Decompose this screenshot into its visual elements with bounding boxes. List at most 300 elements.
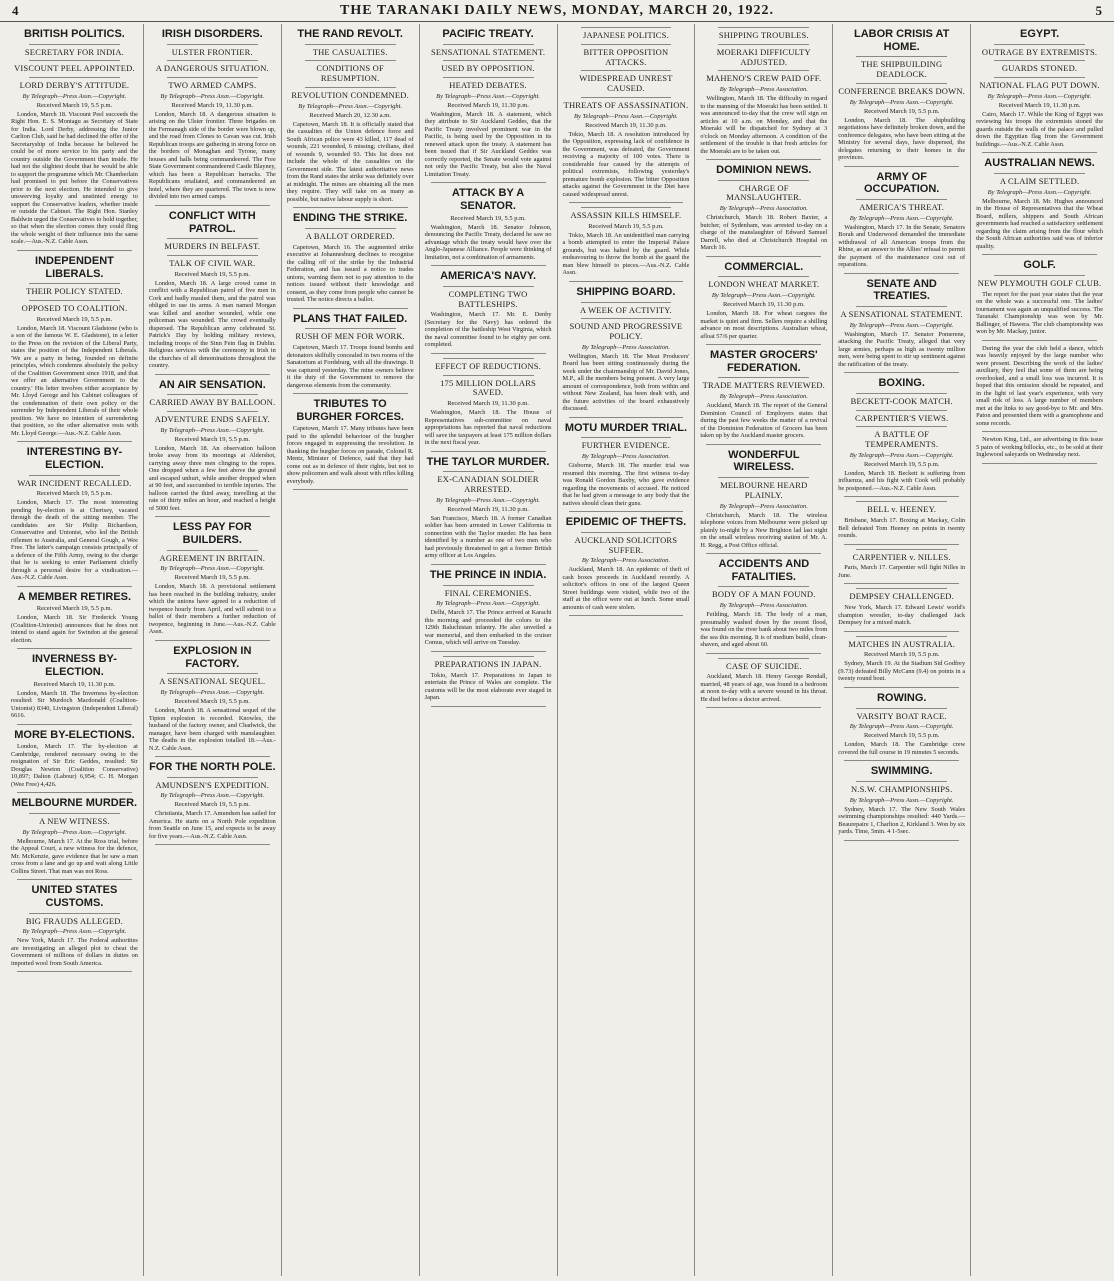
article-subhead: SHIPPING TROUBLES. <box>718 30 809 40</box>
wire-byline: By Telegraph—Press Assn.—Copyright. <box>849 321 954 329</box>
article-body: Paris, March 17. Carpentier will fight Nilles in June. <box>838 564 966 579</box>
article-separator <box>844 760 959 761</box>
subhead-divider <box>305 87 396 88</box>
article <box>149 210 276 375</box>
article-separator <box>155 374 270 375</box>
subhead-divider <box>718 180 809 181</box>
article-separator <box>706 256 821 257</box>
article-subhead: AMERICA'S THREAT. <box>859 201 945 212</box>
received-time: Received March 19, 11.30 p.m. <box>171 101 254 109</box>
received-time: Received March 19, 5.5 p.m. <box>863 460 940 468</box>
article <box>700 27 827 160</box>
article <box>838 278 965 374</box>
article-separator <box>706 444 821 445</box>
article-body: Sydney, March 17. The New South Wales swimming championships resulted: 440 Yards.—Beaurepaire 1, Charlton 2, Kirkland 3. Won by six yards. Time, 5min. 4 1-5sec. <box>838 805 966 836</box>
subhead-divider <box>856 199 947 200</box>
subhead-divider <box>856 426 947 427</box>
article-subhead: VISCOUNT PEEL APPOINTED. <box>14 63 135 74</box>
article-body: Brisbane, March 17. Boxing at Mackay, Colin Bell defeated Tom Heeney on points in twenty rounds. <box>838 517 966 540</box>
received-time: Received March 19, 5.5 p.m. <box>174 574 251 582</box>
article-separator <box>844 496 959 497</box>
wire-byline: By Telegraph—Press Assn.—Copyright. <box>987 188 1092 196</box>
article-subhead: SENSATIONAL STATEMENT. <box>430 46 546 57</box>
article <box>287 313 414 394</box>
article <box>149 645 276 757</box>
article-separator <box>17 879 132 880</box>
article-headline: BOXING. <box>878 377 925 390</box>
article-subhead: ASSASSIN KILLS HIMSELF. <box>570 210 682 221</box>
article <box>700 164 827 257</box>
article-subhead: AGREEMENT IN BRITAIN. <box>159 552 266 563</box>
article <box>563 516 690 616</box>
article-headline: THE RAND REVOLT. <box>297 28 403 40</box>
column-2 <box>144 24 282 1276</box>
article-body: Tokio, March 18. An unidentified man carrying a bomb attempted to enter the Imperial Palace grounds, but was halted by the guard. While endeavouring to throw the bomb at the guard the man blew himself to pieces.—Aus.-N.Z. Cable Assn. <box>562 231 690 277</box>
article-body: London, March 18. A dangerous situation is arising on the Ulster frontier. Three brigades on the Fermanagh side of the border were blown up, and the road from Clones to Cavan was cut. Irish Republican troops are gathering in strong force on the borders of Monaghan and Tyrone, many houses and halls being commandeered. The Free State Government commandeered Castle Blayney, which has been a Republican barracks. The Republicans retaliated, and commandeered an hotel, where they are quartered. The town is now divided into two armed camps. <box>148 110 276 201</box>
article-headline: ENDING THE STRIKE. <box>293 212 408 225</box>
subhead-divider <box>994 173 1085 174</box>
subhead-divider <box>718 44 809 45</box>
received-time: Received March 19, 11.30 p.m. <box>447 400 529 408</box>
article <box>11 797 138 880</box>
subhead-divider <box>29 300 120 301</box>
article <box>149 521 276 641</box>
subhead-divider <box>305 44 396 45</box>
article-subhead: COMPLETING TWO BATTLESHIPS. <box>448 288 528 309</box>
article-body: New York, March 17. The Federal authorities are investigating an alleged plot to cheat the Government of millions of dollars in duties on imported wool from South America. <box>11 937 138 967</box>
subhead-divider <box>305 328 396 329</box>
subhead-divider <box>994 60 1085 61</box>
article-separator <box>844 631 959 632</box>
article-subhead: MURDERS IN BELFAST. <box>164 241 261 252</box>
article <box>11 28 138 251</box>
article-subhead: BODY OF A MAN FOUND. <box>712 589 816 600</box>
wire-byline: By Telegraph—Press Association. <box>719 602 808 610</box>
article-subhead: CHARGE OF MANSLAUGHTER. <box>726 182 802 203</box>
article-subhead: CARPENTIER v. NILLES. <box>852 551 951 562</box>
article-subhead: CONDITIONS OF RESUMPTION. <box>316 63 384 84</box>
article-separator <box>844 273 959 274</box>
subhead-divider <box>29 813 120 814</box>
article <box>11 591 138 650</box>
article-subhead: 175 MILLION DOLLARS SAVED. <box>440 377 536 398</box>
subhead-divider <box>167 411 258 412</box>
subhead-divider <box>718 377 809 378</box>
article-headline: UNITED STATES CUSTOMS. <box>31 884 118 909</box>
article <box>287 398 414 490</box>
article-separator <box>844 840 959 841</box>
article-subhead: THE CASUALTIES. <box>312 46 388 57</box>
article-body: Washington, March 18. The House of Representatives sub-committee on naval appropriations has reported that naval reductions will save the taxpayers at least 175 million dollars in the next fiscal year. <box>424 409 552 447</box>
article <box>700 449 827 554</box>
subhead-divider <box>167 673 258 674</box>
received-time: Received March 19, 5.5 p.m. <box>174 801 251 809</box>
article-headline: LESS PAY FOR BUILDERS. <box>172 521 252 547</box>
article-body: London, March 18. The Cambridge crew covered the full course in 19 minutes 5 seconds. <box>838 741 966 756</box>
article-separator <box>431 265 546 266</box>
article-subhead: A NEW WITNESS. <box>39 816 110 826</box>
wire-byline: By Telegraph—Press Assn.—Copyright. <box>436 600 540 608</box>
article-headline: CONFLICT WITH PATROL. <box>168 209 256 235</box>
article <box>425 656 552 707</box>
article-subhead: N.S.W. CHAMPIONSHIPS. <box>850 783 953 794</box>
subhead-divider <box>856 636 947 637</box>
article-separator <box>844 544 959 545</box>
masthead <box>0 0 1114 22</box>
subhead-divider <box>581 437 672 438</box>
article-subhead: CASE OF SUICIDE. <box>725 660 802 671</box>
wire-byline: By Telegraph—Press Assn.—Copyright. <box>849 451 954 459</box>
article-body: Capetown, March 18. It is officially stated that the casualties of the Union defence force and South African police were 43 killed, 117 dead of wounds, 221 wounded, 6 missing; civilians, died of wounds 9, wounded 93. This list does not include the whole of the casualties on the Government side. The latest authoritative news from the Rand states the strike was definitely over at midnight. The mines are obtaining all the men they require. They will take on as many as possible, but native labour supply is short. <box>286 120 414 203</box>
article-separator <box>17 971 132 972</box>
subhead-divider <box>443 585 534 586</box>
article-subhead: WIDESPREAD UNREST CAUSED. <box>579 73 673 94</box>
wire-byline: By Telegraph—Press Assn.—Copyright. <box>849 214 954 222</box>
article-body: Cairo, March 17. While the King of Egypt was reviewing his troops the extremists stoned the guards outside the walls of the palace and pulled down the Egyptian flag from the Government buildings.—Aus.-N.Z. Cable Assn. <box>976 110 1103 148</box>
subhead-divider <box>167 44 258 45</box>
article-subhead: CARRIED AWAY BY BALLOON. <box>149 397 276 408</box>
received-time: Received March 19, 11.30 p.m. <box>722 301 805 309</box>
column-6 <box>695 24 833 1276</box>
subhead-divider <box>856 708 947 709</box>
article-headline: THE TAYLOR MURDER. <box>426 455 550 468</box>
article <box>700 658 827 709</box>
article-body: London, March 18. Beckett is suffering from influenza, and his fight with Cook will probably be postponed.—Aus.-N.Z. Cable Assn. <box>838 469 966 492</box>
article-subhead: A CLAIM SETTLED. <box>999 176 1080 187</box>
article <box>700 261 827 345</box>
article-subhead: A SENSATIONAL SEQUEL. <box>159 676 266 687</box>
article-separator <box>293 308 408 309</box>
wire-byline: By Telegraph—Press Assn.—Copyright. <box>849 796 954 804</box>
subhead-divider <box>581 44 672 45</box>
article-headline: MORE BY-ELECTIONS. <box>14 728 135 741</box>
article-headline: FOR THE NORTH POLE. <box>149 761 276 774</box>
article <box>11 653 138 724</box>
wire-byline: By Telegraph—Press Assn.—Copyright. <box>22 928 127 936</box>
subhead-divider <box>443 656 534 657</box>
received-time: Received March 19, 11.30 p.m. <box>33 680 116 688</box>
article-headline: THE PRINCE IN INDIA. <box>429 568 547 581</box>
article-headline: MOTU MURDER TRIAL. <box>564 421 688 434</box>
wire-byline: By Telegraph—Press Association. <box>581 453 670 461</box>
subhead-divider <box>29 283 120 284</box>
article-body: Washington, March 17. Senator Pomerene, attacking the Pacific Treaty, alleged that very large armies, perhaps as high as twenty million men, were being spent to stir up sentiment against the ratification of the treaty. <box>838 330 966 368</box>
article-subhead: VARSITY BOAT RACE. <box>856 710 947 721</box>
article <box>838 171 965 274</box>
article-subhead: RUSH OF MEN FOR WORK. <box>295 331 405 342</box>
article <box>838 636 965 688</box>
article <box>976 345 1103 433</box>
article-body: Capetown, March 16. The augmented strike executive at Johannesburg declines to recognise the calling off of the strike by the Industrial Federation, and has issued a notice to trades unions, warning them not to pay attention to the notices issued without their knowledge and consent, as they come from people who cannot be trusted. The notice directs a ballot. <box>286 243 414 304</box>
wire-byline: By Telegraph—Press Assn.—Copyright. <box>22 828 127 836</box>
article-body: Sydney, March 19. At the Stadium Sid Godfrey (9.73) defeated Billy McCann (9.4) on points in a twenty round bout. <box>838 660 966 683</box>
wire-byline: By Telegraph—Press Assn.—Copyright. <box>436 496 540 504</box>
article-headline: LABOR CRISIS AT HOME. <box>854 28 950 53</box>
wire-byline: By Telegraph—Press Assn.—Copyright. <box>298 102 403 110</box>
subhead-divider <box>994 77 1085 78</box>
subhead-divider <box>994 275 1085 276</box>
article-headline: COMMERCIAL. <box>724 260 804 273</box>
subhead-divider <box>856 306 947 307</box>
article-subhead: NATIONAL FLAG PUT DOWN. <box>979 80 1100 91</box>
article-body: Christchurch, March 18. The wireless telephone voices from Melbourne were picked up plainly to-night by a New Brighton lad last night on the small wireless receiving station of Mr. A. H. Regg, a Post Office official. <box>700 511 828 549</box>
article-body: London, March 18. An observation balloon broke away from its moorings at Aldershot, carrying away three men clinging to the ropes. One dropped when a few feet above the ground and escaped unhurt, while another dropped when at 90 feet, and succumbed to terrible injuries. The balloon carried the third away, travelling at the rate of thirty miles an hour, and reached a height of 5000 feet. <box>148 444 276 512</box>
article-headline: TRIBUTES TO BURGHER FORCES. <box>296 398 404 423</box>
article-body: Melbourne, March 17. At the Ross trial, before the Appeal Court, a new witness for the defence, Mr. McKenzie, gave evidence that he saw a man cross from a lane and go up and wait along Little Collins Street. That man was not Ross. <box>11 837 138 875</box>
article-separator <box>844 583 959 584</box>
article-headline: GOLF. <box>1023 259 1056 272</box>
subhead-divider <box>718 477 809 478</box>
wire-byline: By Telegraph—Press Association. <box>719 205 808 213</box>
subhead-divider <box>29 60 120 61</box>
received-time: Received March 19, 11.30 p.m. <box>447 101 529 109</box>
page-number: 4 <box>12 2 19 18</box>
corner-mark: 5 <box>1095 2 1102 18</box>
article-body: Feilding, March 18. The body of a man, presumably washed down by the recent flood, was found on the river bank about two miles from the sea this morning. It is of medium build, clean-shaven, and aged about 60. <box>700 611 828 649</box>
article-subhead: BIG FRAUDS ALLEGED. <box>25 915 123 926</box>
article-separator <box>569 417 684 418</box>
article <box>149 761 276 845</box>
article-subhead: DEMPSEY CHALLENGED. <box>849 591 954 602</box>
subhead-divider <box>167 255 258 256</box>
column-1 <box>6 24 144 1276</box>
received-time: Received March 19, 5.5 p.m. <box>36 315 113 323</box>
article <box>149 28 276 206</box>
subhead-divider <box>167 238 258 239</box>
article-headline: ATTACK BY A SENATOR. <box>451 187 525 213</box>
article-separator <box>155 844 270 845</box>
article-subhead: CONFERENCE BREAKS DOWN. <box>838 85 966 96</box>
article-separator <box>17 724 132 725</box>
article-subhead: OUTRAGE BY EXTREMISTS. <box>981 46 1098 57</box>
article-body: Gisborne, March 18. The murder trial was resumed this morning. The first witness to-day was Ronald Gordon Baxby, who gave evidence regarding the movements of accused. He noticed that he had given a message to any body that the natives should clean their guns. <box>562 462 690 507</box>
article <box>287 212 414 308</box>
received-time: Received March 19, 5.5 p.m. <box>588 222 664 230</box>
subhead-divider <box>856 410 947 411</box>
article-separator <box>706 653 821 654</box>
subhead-divider <box>167 550 258 551</box>
article-subhead: GUARDS STONED. <box>1001 63 1078 74</box>
article-separator <box>431 182 546 183</box>
article-separator <box>155 516 270 517</box>
article <box>149 379 276 518</box>
subhead-divider <box>581 97 672 98</box>
article-body: During the year the club held a dance, which was heavily enjoyed by the large number who were present. Describing the work of the ladies' auxiliary, they feel that some of them are being overlooked, and a small loss was incurred. It is hoped that this omission should be repeated, and in the light of last year's experience, with very small risk of loss. A large number of members met at the links to say good-bye to Mr. and Mrs. Paton and presented them with a gramophone and some records. <box>976 344 1103 427</box>
subhead-divider <box>29 77 120 78</box>
article-headline: INTERESTING BY-ELECTION. <box>26 446 123 471</box>
article-body: Melbourne, March 18. Mr. Hughes announced in the House of Representatives that the Wheat Board, millers, shippers and South African governments had reached a satisfactory settlement regarding the claim arising from the flour which the South African authorities said was of inferior quality. <box>976 197 1103 250</box>
article-body: London, March 18. Sir Frederick Young (Coalition-Unionist) announces that he does not intend to stand again for Swindon at the general election. <box>11 614 138 644</box>
article <box>563 422 690 512</box>
subhead-divider <box>856 501 947 502</box>
wire-byline: By Telegraph—Press Association. <box>719 502 808 510</box>
subhead-divider <box>856 56 947 57</box>
article-separator <box>155 756 270 757</box>
article-headline: WONDERFUL WIRELESS. <box>728 448 800 474</box>
article-body: London, March 18. Viscount Peel succeeds the Right Hon. E. S. Montagu as Secretary of State for India. Lord Derby, addressing the Junior Carlton Club, said he had declined the offer of the Secretaryship of India because he believed he could be of more service to his party and the country outside the Government than inside. He had not the slightest doubt that he would be able to support the programme which Mr. Chamberlain had promised to put before the Conservatives prior to the next election. He intended to give unswerving loyalty and unstinted energy to support the Conservative leaders, whether inside or outside the Cabinet. The Right Hon. Stanley Baldwin urged the Conservatives to hold together, so that when the election comes they could fling the whole weight of their influence into the same scale.—Aus.-N.Z. Cable Assn. <box>11 110 138 246</box>
article-body: London, March 18. The Inverness by-election resulted: Sir Murdoch Macdonald (Coalition-Unionist) 8340, Livingston (Independent Liberal) 6616. <box>11 689 138 720</box>
article-subhead: HEATED DEBATES. <box>449 80 527 91</box>
article-separator <box>844 372 959 373</box>
subhead-divider <box>305 228 396 229</box>
article-subhead: LORD DERBY'S ATTITUDE. <box>19 80 130 91</box>
article-separator <box>706 553 821 554</box>
article-body: Wellington, March 18. The Meat Producers' Board has been sitting continuously during the week under the chairmanship of Mr. David Jones, M.P., all the members being present. A very large amount of correspondence, both from within and without New Zealand, has been dealt with, and the future activities of the board exhaustively discussed. <box>562 352 690 413</box>
article-subhead: ADVENTURE ENDS SAFELY. <box>154 414 270 425</box>
wire-byline: By Telegraph—Press Assn.—Copyright. <box>436 92 540 100</box>
subhead-divider <box>994 44 1085 45</box>
article-headline: EXPLOSION IN FACTORY. <box>173 644 252 670</box>
wire-byline: By Telegraph—Press Association. <box>581 343 670 351</box>
article-subhead: PREPARATIONS IN JAPAN. <box>434 658 542 669</box>
article <box>838 692 965 761</box>
wire-byline: By Telegraph—Press Assn.—Copyright. <box>849 98 954 106</box>
subhead-divider <box>581 207 672 208</box>
article-separator <box>17 250 132 251</box>
column-4 <box>420 24 558 1276</box>
article-body: Delhi, March 17. The Prince arrived at Karachi this morning and proceeded the colors to the 129th Baluchistan infantry. He also unveiled a war memorial, and then embarked in the cruiser Comus, which will arrive on Tuesday. <box>424 609 552 647</box>
subhead-divider <box>581 27 672 28</box>
subhead-divider <box>167 394 258 395</box>
subhead-divider <box>305 60 396 61</box>
article-subhead: MELBOURNE HEARD PLAINLY. <box>720 479 808 500</box>
wire-byline: By Telegraph—Press Association. <box>719 393 808 401</box>
wire-byline: By Telegraph—Press Assn.—Copyright. <box>987 92 1092 100</box>
article-separator <box>569 202 684 203</box>
article <box>838 28 965 167</box>
subhead-divider <box>718 70 809 71</box>
received-time: Received March 19, 5.5 p.m. <box>863 107 940 115</box>
received-time: Received March 19, 11.30 p.m. <box>585 121 667 129</box>
article-headline: INVERNESS BY-ELECTION. <box>31 653 117 679</box>
article-headline: MASTER GROCERS' FEDERATION. <box>709 349 818 374</box>
newspaper-columns <box>6 24 1108 1276</box>
article <box>11 255 138 442</box>
article-subhead: NEW PLYMOUTH GOLF CLUB. <box>977 277 1102 288</box>
article-subhead: THE SHIPBUILDING DEADLOCK. <box>861 59 943 80</box>
article-subhead: BECKETT-COOK MATCH. <box>850 395 953 406</box>
article-separator <box>293 207 408 208</box>
article-separator <box>569 281 684 282</box>
article-body: The report for the past year states that the year on the whole was a successful one. The ladies' tournament was again an unqualified success. The Taranaki Championship was won by Mr. Ballinger, of Hawera. The club championship was won by Mr. Mackay, junior. <box>976 290 1103 336</box>
article-headline: EGYPT. <box>1020 28 1060 40</box>
article-subhead: MAHENO'S CREW PAID OFF. <box>706 73 822 84</box>
received-time: Received March 19, 5.5 p.m. <box>863 732 940 740</box>
article-subhead: THREATS OF ASSASSINATION. <box>563 99 689 110</box>
subhead-divider <box>856 781 947 782</box>
article-subhead: A DANGEROUS SITUATION. <box>155 63 269 74</box>
article-separator <box>155 205 270 206</box>
article <box>11 884 138 972</box>
subhead-divider <box>581 532 672 533</box>
article-body: London, March 18. For wheat cargoes the market is quiet and firm. Sellers require a shilling advance on most descriptions. Australian wheat, afloat 57/6 per quarter. <box>700 310 828 340</box>
article-headline: ROWING. <box>876 691 927 704</box>
subhead-divider <box>856 83 947 84</box>
subhead-divider <box>443 358 534 359</box>
article-separator <box>706 707 821 708</box>
article-subhead: BITTER OPPOSITION ATTACKS. <box>583 46 669 67</box>
article-headline: SHIPPING BOARD. <box>576 285 676 298</box>
article-headline: SWIMMING. <box>870 765 933 778</box>
subhead-divider <box>443 77 534 78</box>
article-subhead: LONDON WHEAT MARKET. <box>708 279 820 290</box>
article-headline: DOMINION NEWS. <box>716 164 812 177</box>
article-separator <box>431 651 546 652</box>
article-headline: ARMY OF OCCUPATION. <box>864 170 940 196</box>
article-separator <box>293 393 408 394</box>
article-body: Tokio, March 18. A resolution introduced by the Opposition, expressing lack of confidence in the Government, was defeated, the Government receiving a majority of 100 votes. There is considerable fear caused by the attempts of political extremists, following yesterday's premature bomb explosion. The bitter Opposition attacks against the Government in the Diet have caused widespread unrest. <box>562 130 690 198</box>
article-subhead: TRADE MATTERS REVIEWED. <box>702 380 826 391</box>
article-headline: INDEPENDENT LIBERALS. <box>35 254 114 280</box>
article <box>11 729 138 794</box>
article-subhead: WAR INCIDENT RECALLED. <box>17 477 132 488</box>
article <box>976 436 1103 464</box>
article-separator <box>706 159 821 160</box>
subhead-divider <box>167 60 258 61</box>
article-headline: MELBOURNE MURDER. <box>11 797 138 810</box>
wire-byline: By Telegraph—Press Assn.—Copyright. <box>160 689 265 697</box>
received-time: Received March 19, 5.5 p.m. <box>174 435 251 443</box>
received-time: Received March 19, 5.5 p.m. <box>36 605 113 613</box>
article <box>287 28 414 208</box>
article-separator <box>844 166 959 167</box>
article-separator <box>982 152 1097 153</box>
article-separator <box>431 451 546 452</box>
article-subhead: A WEEK OF ACTIVITY. <box>580 304 672 315</box>
article-separator <box>982 463 1097 464</box>
article-body: London, March 18. A provisional settlement has been reached in the building industry, under which the unions have agreed to a reduction of twopence hourly from April, and will submit to a ballot of their members a further reduction of twopence, beginning in June.—Aus.-N.Z. Cable Assn. <box>148 583 276 636</box>
wire-byline: By Telegraph—Press Assn.—Copyright. <box>22 92 127 100</box>
article <box>700 558 827 654</box>
article <box>425 456 552 565</box>
received-time: Received March 19, 11.30 p.m. <box>447 505 529 513</box>
article-subhead: FURTHER EVIDENCE. <box>581 440 671 451</box>
article-headline: ACCIDENTS AND FATALITIES. <box>718 558 810 583</box>
article <box>563 207 690 282</box>
article-separator <box>982 431 1097 432</box>
subhead-divider <box>443 44 534 45</box>
article-body: London, March 18. The shipbuilding negotiations have definitely broken down, and the conference delegates, who have been sitting at the Ministry for several days, have dispersed, the delegates returning to their homes in the provinces. <box>838 116 966 162</box>
wire-byline: By Telegraph—Press Assn.—Copyright. <box>711 292 816 300</box>
subhead-divider <box>856 393 947 394</box>
article-body: Wellington, March 18. The difficulty in regard to the manning of the Moeraki has been settled. It was announced to-day that the crew will sign on articles at 10 a.m. on Monday, and that the Moeraki will be dispatched for Sydney at 3 o'clock on Monday afternoon. A condition of the settlement of the trouble is that fresh articles for the Moeraki are to be taken out. <box>700 95 828 155</box>
article-subhead: EX-CANADIAN SOLDIER ARRESTED. <box>437 474 539 495</box>
article <box>838 588 965 631</box>
article-separator <box>431 706 546 707</box>
article-headline: PLANS THAT FAILED. <box>293 312 408 325</box>
subhead-divider <box>718 276 809 277</box>
subhead-divider <box>443 286 534 287</box>
subhead-divider <box>443 375 534 376</box>
wire-byline: By Telegraph—Press Association. <box>581 557 670 565</box>
article-body: London, March 18. A sensational sequel of the Tipton explosion is recorded. Knowles, the husband of the factory owner, and Chadwick, the manager, have been charged with manslaughter. The deaths in the explosion totalled 18.—Aus.-N.Z. Cable Assn. <box>148 707 276 752</box>
article-body: London, March 18. A large crowd came in conflict with a Republican patrol of five men in Cork and badly mauled them, and the patrol was obliged to use its arms. A man named Morgan was killed and another wounded, while one policeman was wounded. The crowd eventually dispersed. The Republican army celebrated St. Patrick's Day by holding military reviews, including troops of the Sinn Fein flag in Dublin. Religious services with the ceremony in Irish in the churches of all denominations throughout the country. <box>148 279 276 370</box>
article-headline: AN AIR SENSATION. <box>158 378 266 391</box>
article-separator <box>17 648 132 649</box>
received-time: Received March 19, 5.5 p.m. <box>863 651 940 659</box>
subhead-divider <box>167 77 258 78</box>
article-headline: EPIDEMIC OF THEFTS. <box>565 516 687 529</box>
article-body: Capetown, March 17. Troops found bombs and detonators skilfully concealed in two rooms of the Sanatorium at Fordsburg, with all the drawings. It was captured yesterday. The mine owners believe it the duty of the Government to remove the dangerous elements from the community. <box>286 344 414 389</box>
subhead-divider <box>581 318 672 319</box>
wire-byline: By Telegraph—Press Assn.—Copyright. <box>160 792 265 800</box>
received-time: Received March 19, 5.5 p.m. <box>174 270 251 278</box>
article-subhead: SOUND AND PROGRESSIVE POLICY. <box>569 321 683 342</box>
article-subhead: SECRETARY FOR INDIA. <box>24 46 124 57</box>
article-headline: PACIFIC TREATY. <box>442 28 534 40</box>
wire-byline: By Telegraph—Press Assn.—Copyright. <box>849 723 954 731</box>
article-body: New York, March 17. Edward Lewis' world's champion wrestler, to-day challenged Jack Dempsey for a mixed match. <box>838 604 966 627</box>
